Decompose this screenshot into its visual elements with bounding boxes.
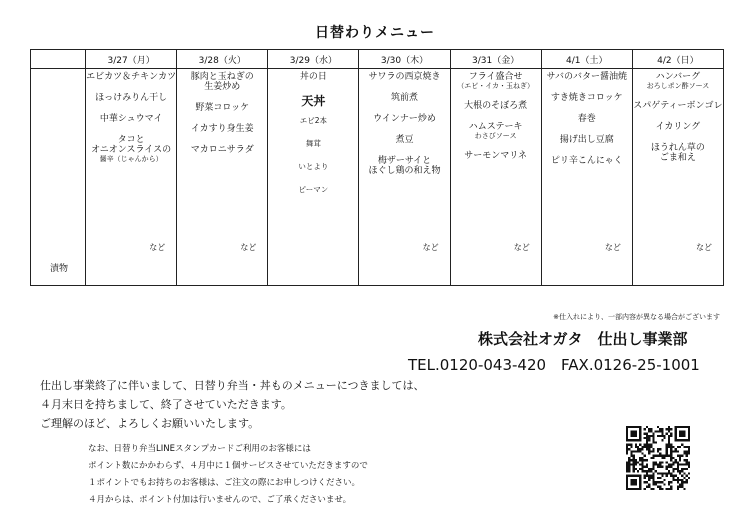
day-cell: [632, 69, 723, 286]
menu-item-line: ピリ辛こんにゃく: [550, 156, 623, 166]
menu-item: [647, 72, 710, 90]
menu-item: [300, 72, 327, 82]
announcement-line: ４月末日を持ちまして、終了させていただきます。: [40, 398, 292, 411]
day-cell: [450, 69, 541, 286]
qr-code[interactable]: [626, 426, 690, 490]
menu-item-note: 醤辛（じゃんから）: [99, 155, 163, 163]
menu-item: [299, 185, 329, 195]
table-header-row: [31, 50, 724, 69]
menu-item: [651, 143, 705, 163]
menu-item-note: （エビ・イカ・玉ねぎ）: [457, 82, 535, 90]
etc-label: など: [604, 243, 621, 252]
menu-item-line: 春巻: [577, 114, 596, 124]
menu-items: [359, 69, 449, 187]
menu-items: [268, 69, 358, 208]
menu-item-line: 丼の日: [299, 72, 327, 82]
menu-item: [369, 72, 441, 82]
date-header: 3/28（火）: [177, 50, 268, 69]
menu-item-line: サバのバター醤油焼: [546, 72, 627, 82]
menu-item-line: 野菜コロッケ: [195, 103, 250, 113]
menu-item-line: 舞茸: [305, 139, 321, 148]
menu-item: [191, 124, 254, 134]
date-header: 3/29（水）: [268, 50, 359, 69]
etc-label: など: [696, 243, 712, 252]
row-label: 漬物: [50, 264, 69, 274]
menu-item: [656, 122, 701, 132]
menu-item: [306, 139, 321, 149]
etc-label: など: [240, 243, 257, 252]
menu-item-line: ハンバーグ: [655, 72, 701, 82]
menu-item: [298, 162, 328, 172]
row-label-cell: [31, 69, 86, 286]
date-header: 4/1（土）: [541, 50, 632, 69]
menu-item: [91, 135, 171, 163]
menu-items: [86, 69, 176, 174]
menu-item: [560, 135, 614, 145]
contact-info: TEL.0120-043-420 FAX.0126-25-1001: [408, 356, 700, 374]
menu-items: [451, 69, 541, 172]
menu-item: [457, 72, 534, 90]
day-cell: [268, 69, 359, 286]
menu-item: [300, 116, 327, 126]
menu-item-line: タコと: [117, 135, 145, 145]
page-title: 日替わりメニュー: [315, 25, 435, 41]
menu-item-line: 豚肉と玉ねぎの: [190, 72, 254, 82]
menu-item-note: わさびソース: [474, 132, 517, 140]
day-cell: [541, 69, 632, 286]
menu-item-line: ウインナー炒め: [373, 114, 436, 124]
menu-item: [547, 72, 627, 82]
stamp-note-line: ポイント数にかかわらず、４月中に１個サービスさせていただきますので: [88, 461, 368, 471]
menu-item: [551, 93, 623, 103]
menu-item-line: 天丼: [301, 94, 326, 108]
menu-item-line: いとより: [298, 162, 329, 171]
menu-item: [633, 101, 722, 111]
menu-item-line: フライ盛合せ: [468, 72, 523, 82]
menu-item-line: 大根のそぼろ煮: [464, 101, 528, 111]
announcement-line: 仕出し事業終了に伴いまして、日替り弁当・丼ものメニューにつきましては、: [40, 379, 425, 392]
date-header: 3/30（木）: [359, 50, 450, 69]
menu-item: [369, 156, 441, 176]
table-row: [31, 69, 724, 286]
menu-item: [373, 114, 436, 124]
menu-item-line: 梅ザーサイと: [377, 156, 432, 166]
menu-item: [86, 72, 176, 82]
menu-items: [633, 69, 723, 174]
stamp-card-note: [88, 441, 368, 509]
menu-item: [578, 114, 596, 124]
menu-item-line: サワラの西京焼き: [368, 72, 441, 82]
menu-item-line: ほっけみりん干し: [95, 93, 168, 103]
menu-item-line: エビカツ＆チキンカツ: [86, 72, 177, 82]
date-header: 3/31（金）: [450, 50, 541, 69]
menu-items: [542, 69, 632, 177]
menu-item-line: ほうれん草の: [650, 143, 705, 153]
menu-item: [191, 72, 254, 92]
menu-item-note: おろしポン酢ソース: [646, 82, 710, 90]
stamp-note-line: ４月からは、ポイント付加は行いませんので、ご了承くださいませ。: [88, 495, 352, 505]
menu-item-line: イカすり身生姜: [190, 124, 254, 134]
corner-cell: [31, 50, 86, 69]
menu-item-line: エビ2本: [299, 116, 328, 125]
menu-item-line: すき焼きコロッケ: [550, 93, 623, 103]
menu-item-line: イカリング: [655, 122, 701, 132]
menu-item-line: スパゲティーボンゴレ: [633, 101, 723, 111]
menu-item-line: 生姜炒め: [204, 82, 241, 92]
stamp-note-line: １ポイントでもお持ちのお客様は、ご注文の際にお申しつけください。: [88, 478, 361, 488]
announcement-line: ご理解のほど、よろしくお願いいたします。: [40, 417, 260, 430]
day-cell: [359, 69, 450, 286]
menu-item: [100, 114, 163, 124]
menu-item-line: 筑前煮: [391, 93, 419, 103]
menu-item: [95, 93, 167, 103]
menu-item-line: ごま和え: [659, 153, 696, 163]
day-cell: [86, 69, 177, 286]
menu-item: [391, 93, 418, 103]
menu-item: [551, 156, 623, 166]
menu-item-line: オニオンスライスの: [91, 145, 172, 155]
etc-label: など: [513, 243, 530, 252]
menu-item: [301, 96, 325, 106]
company-name: 株式会社オガタ 仕出し事業部: [478, 330, 688, 348]
menu-table: [30, 49, 724, 286]
menu-item-line: 煮豆: [395, 135, 414, 145]
date-header: 4/2（日）: [632, 50, 723, 69]
menu-items: [177, 69, 267, 166]
etc-label: など: [422, 243, 439, 252]
menu-item-line: ほぐし鶏の和え物: [368, 166, 441, 176]
menu-item-line: 中華シュウマイ: [99, 114, 163, 124]
day-cell: [177, 69, 268, 286]
menu-item: [396, 135, 414, 145]
menu-item-line: ピーマン: [298, 185, 329, 194]
menu-item-line: ハムステーキ: [468, 122, 523, 132]
menu-item: [195, 103, 249, 113]
menu-item: [464, 101, 527, 111]
stamp-note-line: なお、日替り弁当LINEスタンプカードご利用のお客様には: [88, 444, 311, 454]
date-header: 3/27（月）: [86, 50, 177, 69]
menu-item: [464, 151, 527, 161]
menu-item: [469, 122, 523, 140]
etc-label: など: [149, 243, 166, 252]
announcement: [40, 376, 425, 433]
menu-item-line: マカロニサラダ: [190, 145, 254, 155]
menu-item: [191, 145, 254, 155]
menu-item-line: 揚げ出し豆腐: [559, 135, 614, 145]
menu-item-line: サーモンマリネ: [464, 151, 528, 161]
supply-note: ※仕入れにより、一部内容が異なる場合がございます: [553, 313, 720, 321]
